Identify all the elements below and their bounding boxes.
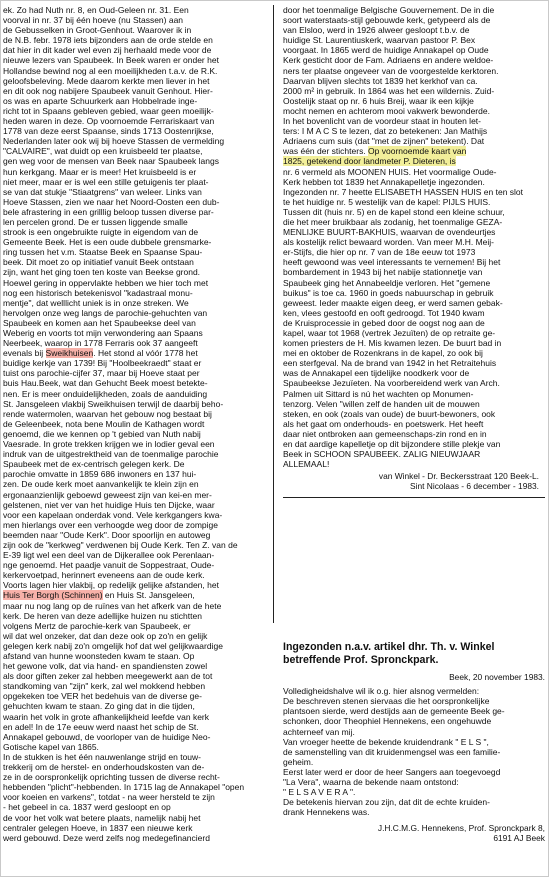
column-divider (273, 5, 274, 623)
left-text-part-1: ek. Zo had Nuth nr. 8, en Oud-Geleen nr. 31. Een voorval in nr. 37 bij één hoeve (nu Stassen) aan de Gebusselken in Groot-Genhout. Waarover ik in de N.B. febr. 1978 iets bijzonders aan de orde stelde en dat hier in dit kader wel even zij herhaald mede voor de nieuwe lezers van Spaubeek. In Beek waren er onder het Hollandse bewind nog al een moeilijkheden t.a.v. de R.K. geloofsbeleving. Mede daarom kerkte men liever in het en dit ook nog nabijere Spaubeek vanuit Genhout. Hier- os was en aparte Schuurkerk aan Hobbelrade inge- richt tot in Spaans gebleven gebied, waar geen moeilijk- heden waren in deze. Op voornoemde Ferrariskaart van 1778 van deze eerst Spaanse, sinds 1713 Oostenrijkse, Nederlanden later ook wij bij hoeve Stassen de vermelding "CALVAIRE", wat duidt op een kruisbeeld ter plaatse, gen weg voor de mensen van Beek naar Spaubeek langs hun kerkgang. Maar er is meer! Het kruisbeeld is er niet meer, maar er is wel een stille getuigenis ter plaat- se van dat stukje "Stiaatgrens" van weleer. Links van Hoeve Stassen, zien we naar het Noord-Oosten een dub- bele afrastering in een grilllig beloop tussen diverse par- len percelen grond. De er tussen liggende smalle strook is een ongebruikte ruigte in eigendom van de Gemeente Beek. Het is een oude dubbele grensmarke- ring tussen het v.m. Staatse Beek en Spaanse Spau- beek. Dit moet zo op initiatief vanuit Beek ontstaan zijn, want het ging toen ten koste van Beekse grond. Hoewel gering in oppervlakte hebben we hier toch met nog een historisch betekenisvol "kadastraal monu- mentje", dat welllicht uniek is in onze streken. We hervolgen onze weg langs de parochie-gehuchten van Spaubeek en komen aan het Spaubeekse deel van Weberig en voorts tot mijn verwondering aan Spaans Neerbeek, waarop in 1778 Ferraris ook 37 aangeeft evenals bij (3, 5, 225, 359)
highlight-kaart-1825: Op voornoemde kaart van 1825, getekend door landmeter P. Dieteren, is (283, 146, 467, 167)
article-left-column (3, 5, 265, 843)
right-text-part-1: door het toenmalige Belgische Gouvernement. De in die soort waterstaats-stijl gebouwde kerk, getypeerd als de van Elsloo, werd in 1926 alweer gesloopt t.b.v. de huidige St. Laurentiuskerk, waarvan pastoor P. Bex voorgaat. In 1865 werd de huidige Annakapel op Oude Kerk gesticht door de Fam. Adriaens en andere weldoe- ners ter plaatse ongeveer van de voorgestelde kerktoren. Daarvan blijven slechts tot 1839 het kerkhof van ca. 2000 m² in gebruik. In 1864 was het een wildernis. Zuid- Oostelijk staat op nr. 6 huis Breij, waar ik een kijkje mocht nemen en achterom mooi vakwerk bewonderde. In het bovenlicht van de voordeur staat in houten let- ters: I M A C S te lezen, dat zo betekenen: Jan Mathijs Adriaens cum suis (dat "met de zijnen" betekent). Dat was één der stichters. (283, 5, 499, 157)
letter-date: Beek, 20 november 1983. (449, 672, 545, 683)
section-divider (283, 497, 545, 498)
right-text-part-2: nr. 6 vermeld als MOONEN HUIS. Het voormalige Oude- Kerk hebben tot 1839 het Annakapelletje ingezonden. Ingezonden nr. 7 heette ELISABETH HASSEN HUIS en ten slot te het huidige nr. 5 westelijk van de kapel: PIJLS HUIS. Tussen dit (huis nr. 5) en de kapel stond een kleine schuur, die het meer bruikbaar als zodanig, het toenmalige GEZA- MENLIJKE BUURT-BAKHUIS, waarvan de ovendeurtjes als kostelijk relict bewaard worden. Van meer M.H. Meij- er-Stijfs, die hier op nr. 7 van de 18e eeuw tot 1973 heeft gewoond was veel interessants te vernemen! Bij het bombardement in 1943 bij het nabije stationnetje van Spaubeek ging het Annabeeldje verloren. Het "gemene buikus" is toe ca. 1960 in goeds nabuurschap in gebruik geweest. Ieder maakte eigen deeg, er werd samen gebak- ken, vlees gestoofd en ooft gedroogd. Tot 1940 kwam de Kruisprocessie in gebed door de oogst nog aan de kapel, waar tot 1968 (vertrek Jezuïten) de op retraite ge- komen priesters de H. Mis kwamen lezen. De buurt bad in mei en oktober de Rozenkrans in de kapel, zo ook bij een sterfgeval. Na de brand van 1942 in het Retraitehuis was de Annakapel een tijdelijke noodkerk voor de Spaubeekse Jezuïeten. Na voorbereidend werk van Arch. Palmen uit Sittard is nú het wachten op Monumen- tenzorg. Velen "willen zelf de handen uit de mouwen steken, en ook (zoals van oude) de buurt-bewoners, ook als het gaat om onderhouds- en poetswerk. Het heeft daar niet ontbroken aan gemeenschaps-zin rond en in en dat aardige kapelletje op dit bijzondere stille plekje van Beek in SCHOON SPAUBEEK. ZALIG NIEUWJAAR ALLEMAAL! (283, 166, 524, 470)
article-text-left (3, 5, 265, 843)
article-signature: van Winkel - Dr. Beckersstraat 120 Beek-L. Sint Nicolaas - 6 december - 1983. (378, 471, 539, 492)
article-right-column (283, 5, 545, 498)
highlight-huis-ter-borgh: Huis Ter Borgh (Schinnen) (3, 590, 103, 601)
left-text-part-3: en Huis St. Jansgeleen, maar nu nog lang op de ruïnes van het afkerk van de hete kerk. De heren van deze adellijke huizen nu stichtten volgens Mertz de parochie-kerk van Spaubeek, er wil dat wel onzeker, dat dan deze ook op zo'n en gelijk gelegen kerk nabij zo'n omgelijk hof dat wel gelijkwaardige afstand van hunne woonsteden kwam te staan. Op het gewone volk, dat via hand- en spandiensten zowel als door giften zeker zal hebben meegewerkt aan de tot standkoming van "zijn" kerk, zal wel mokkend hebben opgekeken toe VER het bedehuis van de diverse ge- gehuchten kwam te staan. Zo ging dat in die tijden, waarin het volk in grote afhankelijkheid leefde van kerk en adel! In de 17e eeuw werd naast het schip de St. Annakapel gebouwd, de voorloper van de huidige Neo- Gotische kapel van 1865. In de stukken is het één nauwenlange strijd en touw- trekkerij om de herstel- en onderhoudskosten van de- ze in de oorspronkelijk oprichting tussen de diverse recht- hebbenden "plicht"-hebbenden. In 1715 lag de Annakapel "open voor koeien en varkens", totdat - na weer hersteld te zijn - het gebeel in ca. 1837 werd gesloopt en op de voor het volk wat betere plaats, namelijk nabij het centraler gelegen Hoeve, in 1837 een nieuwe kerk werd gebouwd. Deze werd zelfs nog medegefinancierd (3, 590, 245, 843)
left-text-part-2: . Het stond al vóór 1778 het buidige kerkje van 1739! Bij "Hoolbeekraedt" staat er tuist ons parochie-cijfer 37, maar bij Hoeve staat per buis Hau.Beek, wat dan Gehucht Beek moest betekte- nen. Er is meer onduidelijkheden, zoals de aanduiding St. Jansgeleen vlakbij Sweikhuisen terwijl de daarbij beho- rende watermolen, waarvan het gebouw nog bestaat bij de Geleenbeek, nota bene Moulin de Kathagen wordt genoemd, die we kennen op 't gebied van Nuth nabij Vaesrade. In grote trekken krijgen we in lodier geval een indruk van de uitgestrektheid van de toenmalige parochie Spaubeek met de ex-centrisch gelegen kerk. De parochie omvatte in 1859 686 inwoners en 137 hui- zen. De oude kerk moet aanvankelijk te klein zijn en ergonaanzienlijk geboewd geweest zijn van kei-en mer- gelstenen, niet ver van het huidige Huis ten Dijcke, waar voor een kapelaan onderdak vond. Vele kerkgangers kwa- men hierlangs over een verhoogde weg door de zompige beemden naar "Oude Kerk". Door spoorlijn en autoweg zijn ook de "kerkweg" verdwenen bij Oude Kerk. Ten Z. van de E-39 ligt wel een deel van de Dijkerallee ook Perenlaan- nge genoemd. Het paadje vanuit de Soppestraat, Oude- kerkervoetpad, herinnert eveneens aan de oude kerk. Voorts lagen hier vlakbij, op redelijk gelijke afstanden, het (3, 348, 238, 591)
highlight-sweikhuisen: Sweikhuisen (45, 348, 94, 359)
letter-to-editor (283, 641, 545, 843)
article-text-right (283, 5, 545, 469)
letter-signature: J.H.C.M.G. Hennekens, Prof. Spronckpark 8, 6191 AJ Beek (377, 823, 545, 844)
letter-body: Volledigheidshalve wil ik o.g. hier alsnog vermelden: De beschreven stenen siervaas die het oorspronkelijke plantsoen sierde, werd destijds aan de gemeente Beek ge- schonken, door Theophiel Hennekens, een ongehuwde achterneef van mij. Van vroeger heette de bekende kruidendrank " E L S ", de samenstelling van dit kruidenmengsel was een familie- geheim. Eerst later werd er door de heer Sangers aan toegevoegd "La Vera", waarna de bekende naam ontstond: " E L S A V E R A ". De betekenis hiervan zou zijn, dat dit de echte kruiden- drank Hennekens was. (283, 686, 505, 818)
letter-title: Ingezonden n.a.v. artikel dhr. Th. v. Winkel betreffende Prof. Spronckpark. (283, 641, 495, 666)
